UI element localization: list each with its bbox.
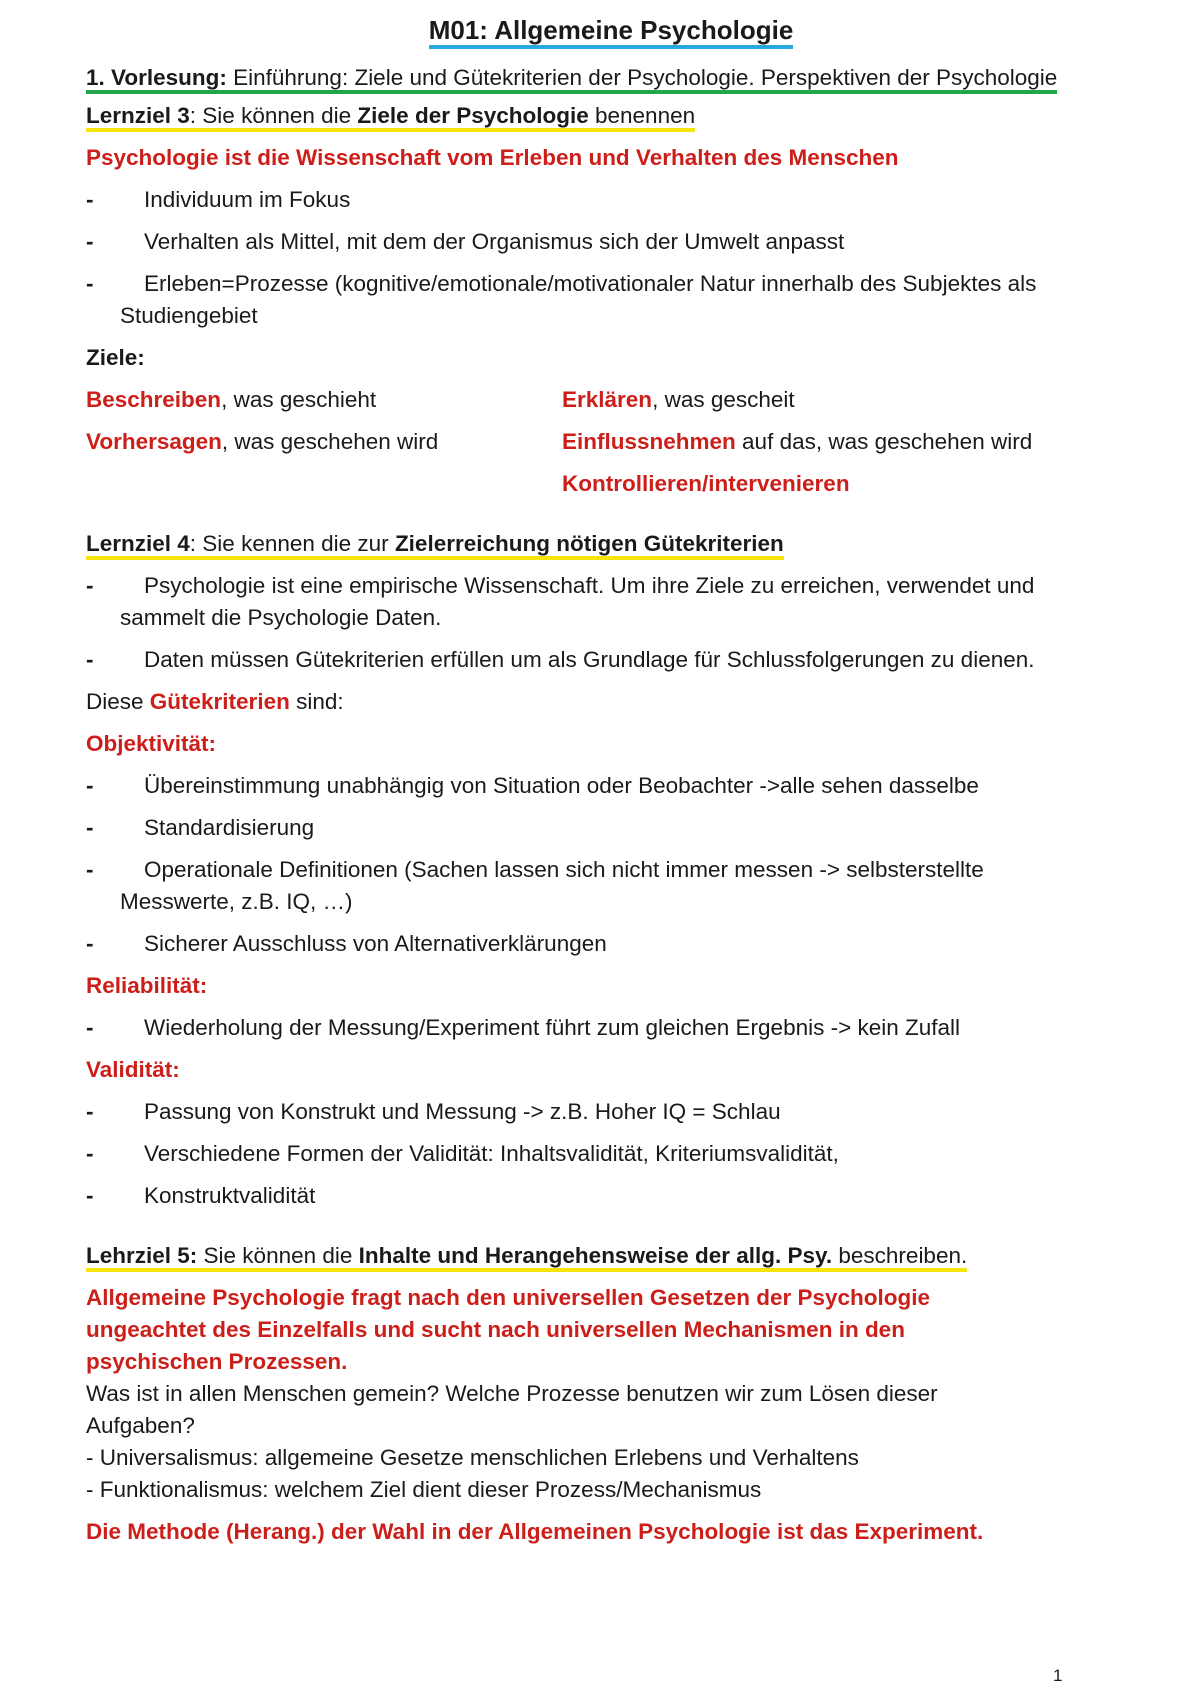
list-item: - Passung von Konstrukt und Messung -> z.B. Hoher IQ = Schlau bbox=[86, 1099, 781, 1124]
psychology-definition: Psychologie ist die Wissenschaft vom Erleben und Verhalten des Menschen bbox=[86, 145, 899, 170]
list-item: - Individuum im Fokus bbox=[86, 187, 351, 212]
goals-label: Ziele: bbox=[86, 345, 145, 370]
method-statement: Die Methode (Herang.) der Wahl in der Allgemeinen Psychologie ist das Experiment. bbox=[86, 1519, 984, 1544]
learning-goal-4: Lernziel 4: Sie kennen die zur Zielerreichung nötigen Gütekriterien bbox=[86, 528, 1136, 560]
list-item: - Daten müssen Gütekriterien erfüllen um als Grundlage für Schlussfolgerungen zu dienen. bbox=[86, 647, 1035, 672]
list-item: - Standardisierung bbox=[86, 815, 315, 840]
objectivity-heading: Objektivität: bbox=[86, 731, 217, 756]
list-item: - Wiederholung der Messung/Experiment führt zum gleichen Ergebnis -> kein Zufall bbox=[86, 1015, 961, 1040]
list-item: - Operationale Definitionen (Sachen lassen sich nicht immer messen -> selbsterstellte Messwerte, z.B. IQ, …) bbox=[86, 857, 984, 914]
page-number: 1 bbox=[1053, 1666, 1063, 1685]
reliability-heading: Reliabilität: bbox=[86, 973, 208, 998]
learning-goal-3: Lernziel 3: Sie können die Ziele der Psychologie benennen bbox=[86, 100, 1136, 132]
list-item: - Verhalten als Mittel, mit dem der Organismus sich der Umwelt anpasst bbox=[86, 229, 845, 254]
list-item: - Verschiedene Formen der Validität: Inhaltsvalidität, Kriteriumsvalidität, bbox=[86, 1141, 839, 1166]
validity-heading: Validität: bbox=[86, 1057, 180, 1082]
list-item: - Übereinstimmung unabhängig von Situation oder Beobachter ->alle sehen dasselbe bbox=[86, 773, 979, 798]
learning-goal-5: Lehrziel 5: Sie können die Inhalte und Herangehensweise der allg. Psy. beschreiben. bbox=[86, 1240, 1136, 1272]
document-title: M01: Allgemeine Psychologie bbox=[86, 14, 1136, 54]
document-page bbox=[86, 14, 1136, 1558]
goals-row-2: Vorhersagen, was geschehen wird Einflussnehmen auf das, was geschehen wird bbox=[86, 429, 1033, 454]
list-item: - Sicherer Ausschluss von Alternativerklärungen bbox=[86, 931, 607, 956]
list-item: - Psychologie ist eine empirische Wissenschaft. Um ihre Ziele zu erreichen, verwendet und sammelt die Psychologie Daten. bbox=[86, 573, 1035, 630]
general-psychology-text: Was ist in allen Menschen gemein? Welche Prozesse benutzen wir zum Lösen dieser Aufgaben? - Universalismus: allgemeine Gesetze menschlichen Erlebens und Verhaltens - Funktionalismus: welchem Ziel dient dieser Prozess/Mechanismus bbox=[86, 1381, 938, 1502]
goals-row-3: Kontrollieren/intervenieren bbox=[562, 471, 850, 496]
goals-row-1: Beschreiben, was geschieht Erklären, was gescheit bbox=[86, 387, 795, 412]
list-item: - Konstruktvalidität bbox=[86, 1183, 316, 1208]
lecture-heading: 1. Vorlesung: Einführung: Ziele und Gütekriterien der Psychologie. Perspektiven der Psychologie bbox=[86, 62, 1136, 94]
general-psychology-definition: Allgemeine Psychologie fragt nach den universellen Gesetzen der Psychologie ungeachtet des Einzelfalls und sucht nach universellen Mechanismen in den psychischen Prozessen. bbox=[86, 1285, 931, 1374]
list-item: - Erleben=Prozesse (kognitive/emotionale/motivationaler Natur innerhalb des Subjektes als Studiengebiet bbox=[86, 271, 1037, 328]
criteria-intro: Diese Gütekriterien sind: bbox=[86, 689, 344, 714]
